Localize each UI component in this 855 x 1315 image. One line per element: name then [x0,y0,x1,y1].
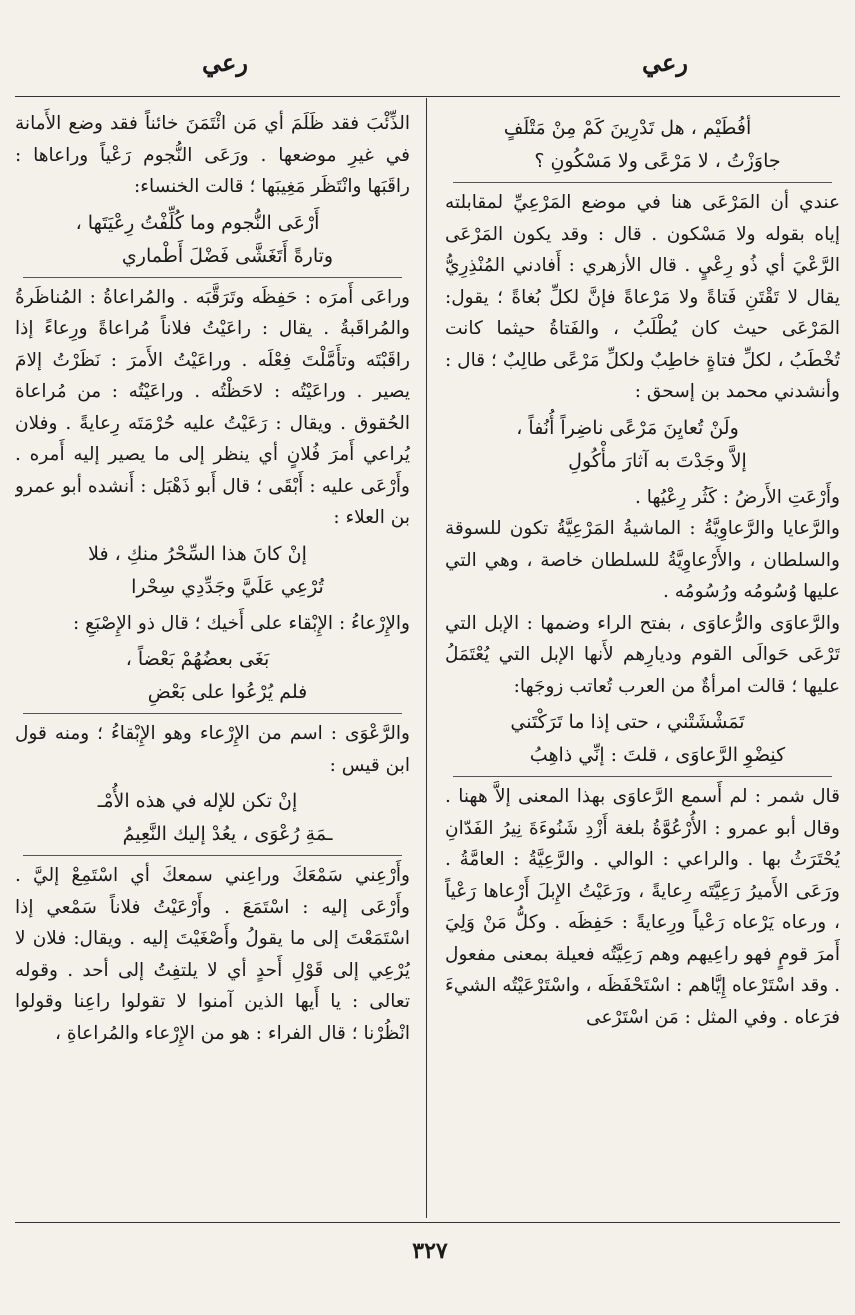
entry-paragraph: والرَّعْوَى : اسم من الإِرْعاء وهو الإِبْقاءُ ؛ ومنه قول ابن قيس : [15,723,410,776]
verse-separator [453,776,832,777]
entry-paragraph: عندي أن المَرْعَى هنا في موضع المَرْعِيِّ لمقابلته إياه بقوله ولا مَسْكون . قال : وقد يكون المَرْعَى الرَّعْيَ أي ذُو رِعْيٍ . قال الأزهري : أَفادني المُنْذِرِيُّ يقال لا تَقْتَنِ فَتاةً ولا مَرْعاةً فإنَّ لكلِّ بُغاةً ؛ يقول: المَرْعَى حيث كان يُطْلَبُ ، والفَتاةُ حيثما كانت تُخْطَبُ ، لكلِّ فتاةٍ خاطِبٌ ولكلِّ مَرْعًى طالِبٌ ؛ قال : وأنشدني محمد بن إسحق : [445,192,840,402]
entry-paragraph: والرَّعاوَى والرُّعاوَى ، بفتح الراء وضمها : الإبل التي تَرْعَى حَوالَى القوم وديارِهم لأَنها الإبل التي يُعْتَمَلُ عليها ؛ قالت امرأةٌ من العرب تُعاتب زوجَها: [445,612,840,697]
verse-block [445,706,840,772]
verse-line: بَغَى بعضُهُمْ بَعْضاً ، [125,648,270,670]
running-header-left: رعي [202,48,248,77]
entry-paragraph: وراعَى أَمرَه : حَفِظَه وتَرَقَّبَه . والمُراعاةُ : المُناظَرةُ والمُراقَبةُ . يقال : راعَيْتُ فلاناً مُراعاةً ورِعاءً إذا راقَبْتَه وتأَمَّلْتَ فِعْلَه . وراعَيْتُ الأَمرَ : نَظَرْتُ إلامَ يصير . وراعَيْتُه : لاحَظْتُه . وراعَيْتُه : من مُراعاة الحُقوق . ويقال : رَعَيْتُ عليه حُرْمَتَه رِعايةً . وفلان يُراعي أَمرَ فُلانٍ أي ينظر إلى ما يصير إليه أَمره . وأَرْعَى عليه : أَبْقَى ؛ قال أَبو ذَهْبَل : أَنشده أبو عمرو بن العلاء : [15,286,410,528]
verse-line: ـمَةِ رُعْوَى ، يعُدْ إليك النَّعِيمُ [122,823,333,845]
verse-separator [453,182,832,183]
verse-line: تُرْعِي عَلَيَّ وجَدِّدِي سِحْرا [131,575,324,598]
verse-separator [23,277,402,278]
running-header-right: رعي [642,48,688,77]
page-number: ٣٢٧ [412,1238,448,1264]
verse-block [15,538,410,604]
column-divider [426,98,427,1218]
verse-block [15,785,410,851]
header-rule [15,96,840,97]
verse-block [445,112,840,178]
verse-line: ولَنْ تُعايِنَ مَرْعًى ناضِراً أُنُفاً ، [516,416,739,439]
verse-line: فلم يُرْعُوا على بَعْضِ [147,681,308,703]
verse-line: تَمَشْشَتْني ، حتى إذا ما تَرَكْتَني [510,711,745,733]
entry-paragraph: الذِّئْبَ فقد ظَلَمَ أي مَن ائْتَمَنَ خائناً فقد وضع الأَمانة في غيرِ موضعها . ورَعَى النُّجوم رَعْياً وراعاها : راقَبَها وانْتَظَر مَغِيبَها ؛ قالت الخنساء: [15,113,410,197]
entry-paragraph: قال شمر : لم أَسمع الرَّعاوَى بهذا المعنى إلاَّ ههنا . وقال أبو عمرو : الأُرْعُوَّةُ بلغة أَزْدِ شَنُوءَةَ نِيرُ الفَدّانِ يُحْتَرَثُ بها . والراعي : الوالي . والرَّعِيَّةُ : العامَّةُ . ورَعَى الأَميرُ رَعِيَّتَه رِعايةً ، ورَعَيْتُ الإِبلَ أَرْعاها رَعْياً ، ورعاه يَرْعاه رَعْياً ورِعايةً : حَفِظَه . وكلُّ مَنْ وَلِيَ أَمرَ قومٍ فهو راعِيهم وهم رَعِيَّتُه فعيلة بمعنى مفعول . وقد اسْتَرْعاه إِيَّاهم : اسْتَحْفَظَه ، واسْتَرْعَيْتُه الشيءَ فرَعاه . وفي المثل : مَن اسْتَرْعى [445,786,840,1028]
verse-separator [23,855,402,856]
verse-line: جاوَزْتُ ، لا مَرْعًى ولا مَسْكُونِ ؟ [534,150,781,172]
verse-line: إنْ كانَ هذا السِّحْرُ منكِ ، فلا [88,542,307,565]
verse-line: كنِضْوِ الرَّعاوَى ، قلتَ : إنِّي ذاهِبُ [529,744,786,766]
right-column [445,108,840,1208]
entry-paragraph: وأَرْعَتِ الأَرضُ : كَثُر رِعْيُها . [634,486,840,508]
verse-block [15,643,410,709]
entry-paragraph: والإِرْعاءُ : الإِبْقاء على أَخيك ؛ قال ذو الإِصْبَعِ : [73,612,410,634]
entry-paragraph: والرَّعايا والرَّعاوِيَّةُ : الماشيةُ المَرْعِيَّةُ تكون للسوقة والسلطان ، والأَرْعاوِيَّةُ للسلطان خاصة ، وهي التي عليها وُسُومُه ورُسُومُه . [445,518,840,602]
footer-rule [15,1222,840,1223]
entry-paragraph: وأَرْعِني سَمْعَكَ وراعِني سمعكَ أي اسْتَمِعْ إليَّ . وأَرْعَى إليه : اسْتَمَعَ . وأَرْعَيْتُ فلاناً سَمْعي إذا اسْتَمَعْتَ إلى ما يقولُ وأَصْغَيْتَ إليه . ويقال: فلان لا يُرْعِي إلى قَوْلِ أَحدٍ أي لا يلتفِتُ إلى أحد . وقوله تعالى : يا أَيها الذين آمنوا لا تقولوا راعِنا وقولوا انْظُرْنا ؛ قال الفراء : هو من الإِرْعاء والمُراعاةِ ، [15,865,410,1044]
verse-block [445,412,840,478]
verse-block [15,207,410,273]
verse-line: إلاَّ وجَدْتَ به آثارَ مأْكُولِ [568,449,747,472]
verse-line: أَرْعَى النُّجوم وما كُلِّفْتُ رِعْيَتَها ، [75,211,320,234]
verse-separator [23,713,402,714]
verse-line: أفُطَيْم ، هل تَدْرِينَ كَمْ مِنْ مَتْلَفٍ [503,117,752,139]
verse-line: وتارةً أَتَغَشَّى فَضْلَ أَطْماري [121,244,334,267]
left-column [15,108,410,1208]
verse-line: إنْ تكن للإله في هذه الأُمْـ [97,790,298,812]
